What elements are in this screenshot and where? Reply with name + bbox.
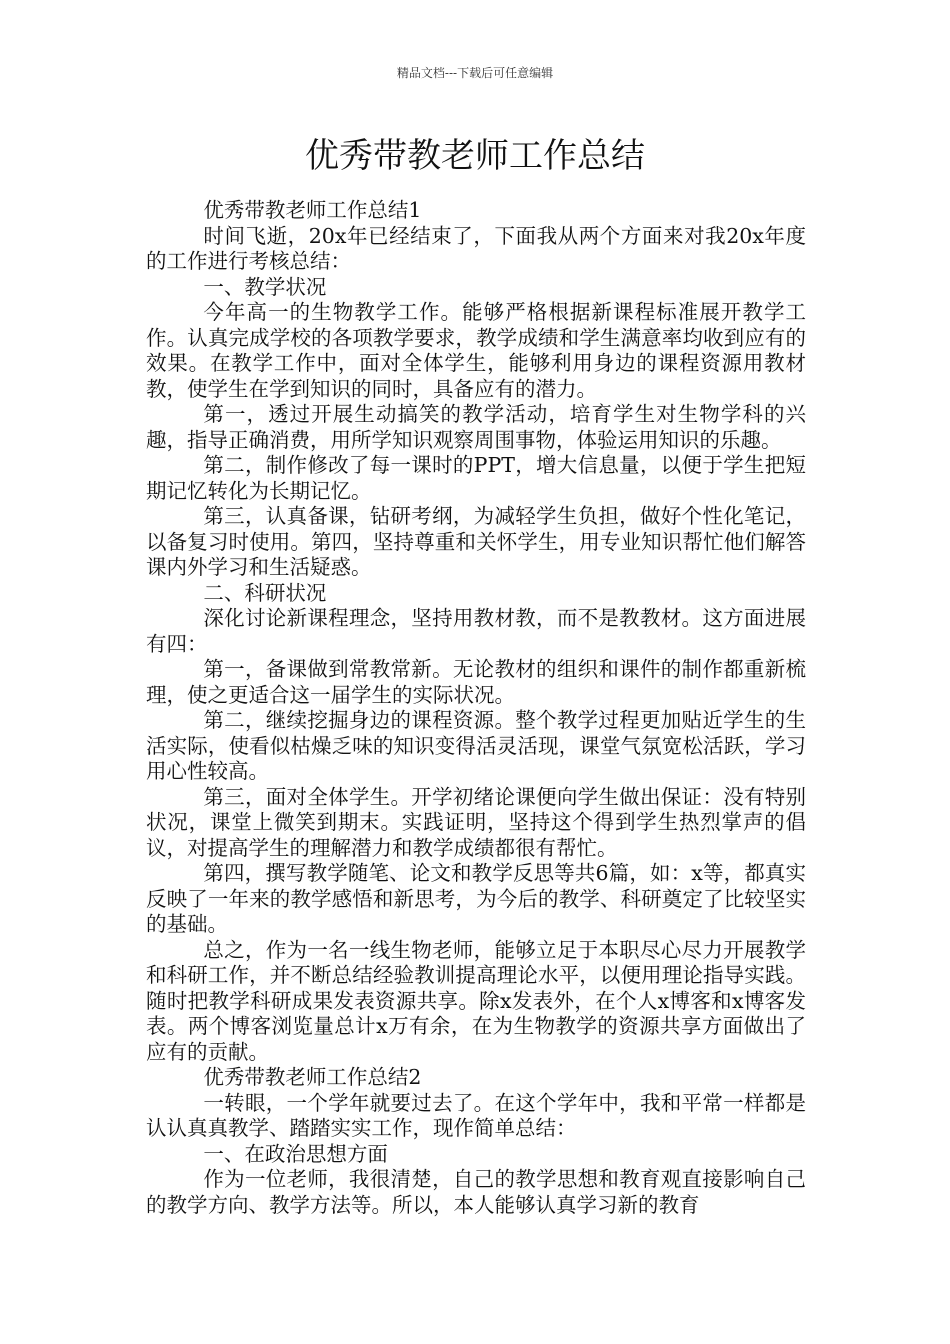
paragraph: 第二，制作修改了每一课时的PPT，增大信息量，以便于学生把短期记忆转化为长期记忆。 (146, 453, 806, 503)
document-body (146, 198, 806, 1218)
paragraph: 一转眼，一个学年就要过去了。在这个学年中，我和平常一样都是认认真真教学、踏踏实实工作，现作简单总结： (146, 1090, 806, 1140)
paragraph: 第二，继续挖掘身边的课程资源。整个教学过程更加贴近学生的生活实际，使看似枯燥乏味的知识变得活灵活现，课堂气氛宽松活跃，学习用心性较高。 (146, 708, 806, 783)
subheading-research: 二、科研状况 (203, 580, 327, 605)
section-heading-2: 优秀带教老师工作总结2 (203, 1065, 422, 1089)
paragraph: 第三，认真备课，钻研考纲，为减轻学生负担，做好个性化笔记，以备复习时使用。第四，坚持尊重和关怀学生，用专业知识帮忙他们解答课内外学习和生活疑惑。 (146, 504, 806, 579)
intro-paragraph: 时间飞逝，20x年已经结束了，下面我从两个方面来对我20x年度的工作进行考核总结： (146, 223, 806, 273)
summary-paragraph: 总之，作为一名一线生物老师，能够立足于本职尽心尽力开展教学和科研工作，并不断总结经验教训提高理论水平，以便用理论指导实践。随时把教学科研成果发表资源共享。除x发表外，在个人x博客和x博客发表。两个博客浏览量总计x万有余，在为生物教学的资源共享方面做出了应有的贡献。 (146, 937, 806, 1064)
paragraph: 第一，备课做到常教常新。无论教材的组织和课件的制作都重新梳理，使之更适合这一届学生的实际状况。 (146, 657, 806, 707)
paragraph: 作为一位老师，我很清楚，自己的教学思想和教育观直接影响自己的教学方向、教学方法等。所以，本人能够认真学习新的教育 (146, 1167, 806, 1217)
paragraph: 第四，撰写教学随笔、论文和教学反思等共6篇，如：x等，都真实反映了一年来的教学感悟和新思考，为今后的教学、科研奠定了比较坚实的基础。 (146, 861, 806, 936)
subheading-teaching: 一、教学状况 (203, 274, 327, 299)
header-note: 精品文档---下载后可任意编辑 (396, 66, 554, 80)
section-heading-1: 优秀带教老师工作总结1 (203, 198, 422, 222)
paragraph: 今年高一的生物教学工作。能够严格根据新课程标准展开教学工作。认真完成学校的各项教学要求，教学成绩和学生满意率均收到应有的效果。在教学工作中，面对全体学生，能够利用身边的课程资源用教材教，使学生在学到知识的同时，具备应有的潜力。 (146, 300, 806, 401)
document-title: 优秀带教老师工作总结 (305, 136, 645, 176)
paragraph: 第一，透过开展生动搞笑的教学活动，培育学生对生物学科的兴趣，指导正确消费，用所学知识观察周围事物，体验运用知识的乐趣。 (146, 402, 806, 452)
subheading-politics: 一、在政治思想方面 (203, 1141, 388, 1166)
paragraph: 第三，面对全体学生。开学初绪论课便向学生做出保证：没有特别状况，课堂上微笑到期末。实践证明，坚持这个得到学生热烈掌声的倡议，对提高学生的理解潜力和教学成绩都很有帮忙。 (146, 784, 806, 860)
paragraph: 深化讨论新课程理念，坚持用教材教，而不是教教材。这方面进展有四： (146, 606, 806, 656)
